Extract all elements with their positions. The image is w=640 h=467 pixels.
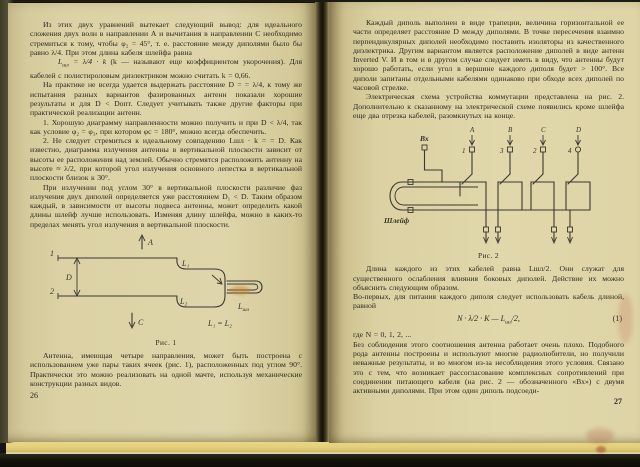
svg-text:B: B [507,126,512,135]
paragraph-item-2: 2. Не следует стремиться к идеальному совпадению Lшл · k = = D. Как известно, диаграмма излучения антенны в вертикальной плоскости зависит от высоты ее расположения над землей. Обычно стремятся расположить антенну на высоте ≈ λ/2, при которой угол излучения основного лепестка в вертикальной плоскости близок к 30°. [30,136,303,183]
fig1-direction-c-label: C [138,318,144,328]
figure-2-drawing [358,124,620,246]
fig2-switch-levers [462,152,578,184]
left-page [8,3,316,442]
equation-1: N · λ/2 · K — $L_{шл}/2$, (1) [457,313,622,326]
fig2-stub-label: Шлейф [383,216,409,226]
table-surface [0,453,640,467]
fig1-l1-label: L₁ [182,259,190,269]
svg-text:3: 3 [499,147,503,156]
fig1-wire-2-label: 2 [50,287,54,297]
fig1-stub-label: $L_{шл}$ [238,302,250,314]
figure-1-caption: Рис. 1 [155,338,177,348]
fig1-direction-a-label: A [148,238,153,248]
svg-text:D: D [575,126,581,135]
fig2-switch-numbers [462,147,581,155]
svg-text:2: 2 [532,147,536,156]
paragraph-commutation-schema: Электрическая схема устройства коммутации представлена на рис. 2. Дополнительно к сказанному на электрической схеме появились кроме шлейфа еще два отрезка кабелей, разомкнутых на конце. [353,92,624,120]
fig2-input-label: Вх [419,134,429,144]
paragraph-where-n: где N = 0, 1, 2, ... [353,330,412,340]
paragraph-conclusion: Из этих двух уравнений вытекает следующий вывод: для идеального сложения двух волн в направлении А и вычитания в направлении С необходимо стремиться к тому, чтобы φ₂ = 45°, т. е. расстояние между диполями было бы равно λ/4. При этом длина кабеля шлейфа равна [30,20,302,57]
book-gutter [315,2,329,442]
formula-stub-length: $L_{шл} = \lambda/4 \cdot k$ (k — называют еще коэффициентом укорочения). Для кабелей с полистироловым диэлектриком можно считать k = 0,66. [30,57,302,81]
svg-text:C: C [540,126,546,135]
fig1-distance-d-label: D [66,273,72,283]
paragraph-radiation-angle: При излучении под углом 30° в вертикальной плоскости различие фаз излучения двух диполей определяется уже расстоянием D₁ < D. Таким образом каждый, в зависимости от высоты подвеса антенны, может определить какой длины шлейф лучше использовать. Изменяя длину шлейфа, можно в каких-то пределах менять угол излучения в вертикальной плоскости. [30,182,302,229]
svg-text:A: A [469,126,474,135]
paragraph-practice: На практике не всегда удается выдержать расстояние D = = λ/4, к тому же испытания разных вариантов фазированных антенн показали хорошие результаты и для D < Dопт. Следует учитывать также другие факторы при практической реализации антенн. [30,80,302,118]
paragraph-cable-length: Длина каждого из этих кабелей равна Lшл/2. Они служат для существенного ослабления влияния боковых диполей. Действие их можно объяснить следующим образом. [353,264,624,292]
paragraph-mismatch: Без соблюдения этого соотношения антенна работает очень плохо. Подобного рода антенны построены и используют многие радиолюбители, но получили неважные результаты, и во многом из-за несоблюдения этого условия. Связано это с тем, что возникает рассогласование комплексных сопротивлений при соединении питающего кабеля (на рис. 2 — обозначенного «Вх») с двумя активными диполями. При этом один диполь подсоеди- [353,339,624,396]
equation-1-number: (1) [612,313,622,323]
figure-2-caption: Рис. 2 [478,251,499,261]
fig2-switch-boxes [460,182,590,210]
svg-text:4: 4 [567,147,571,156]
figure-2-commutation-schematic [353,124,624,260]
fig1-equal-note: L₁ = L₂ [208,319,232,329]
paragraph-firstly: Во-первых, для питания каждого диполя следует использовать кабель длиной, равной [353,292,624,311]
figure-1-drawing [42,233,290,333]
right-page [329,2,640,443]
fig2-direction-labels [469,126,581,145]
fig1-wire-1-label: 1 [50,249,54,259]
page-number-26: 26 [30,391,38,401]
page-number-27: 27 [614,397,622,407]
fig2-bottom-feeds [483,210,572,243]
paragraph-four-directions: Антенна, имеющая четыре направления, может быть построена с использованием уже пары таких ячеек (рис. 1), расположенных под углом 90°. Практически это можно реализовать на одной мачте, используя механические конструкции разных видов. [30,351,302,388]
paragraph-item-1: 1. Хорошую диаграмму направленности можно получить и при D < λ/4, так как условие φ₂ = φ₃, при котором φс = 180°, можно всегда обеспечить. [30,117,302,136]
paragraph-trapeze-dipole: Каждый диполь выполнен в виде трапеции, величина горизонтальной ее части определяет расстояние D между диполями. В точке пересечения взаимно перпендикулярных диполей необходимо поставить изоляторы из качественного диэлектрика. Другим вариантом является расположение диполей в виде антенн Inverted V. И в том и в другом случае следует иметь в виду, что антенны будут хорошо работать, если угол в вершине каждого диполя будет > 100°. Все диполи запитаны отдельными кабелями одинаково при обходе всех диполей по часовой стрелке. [353,18,624,93]
figure-1-antenna-cell [30,233,302,347]
fig1-l2-label: L₂ [180,297,188,307]
svg-text:1: 1 [461,147,465,156]
